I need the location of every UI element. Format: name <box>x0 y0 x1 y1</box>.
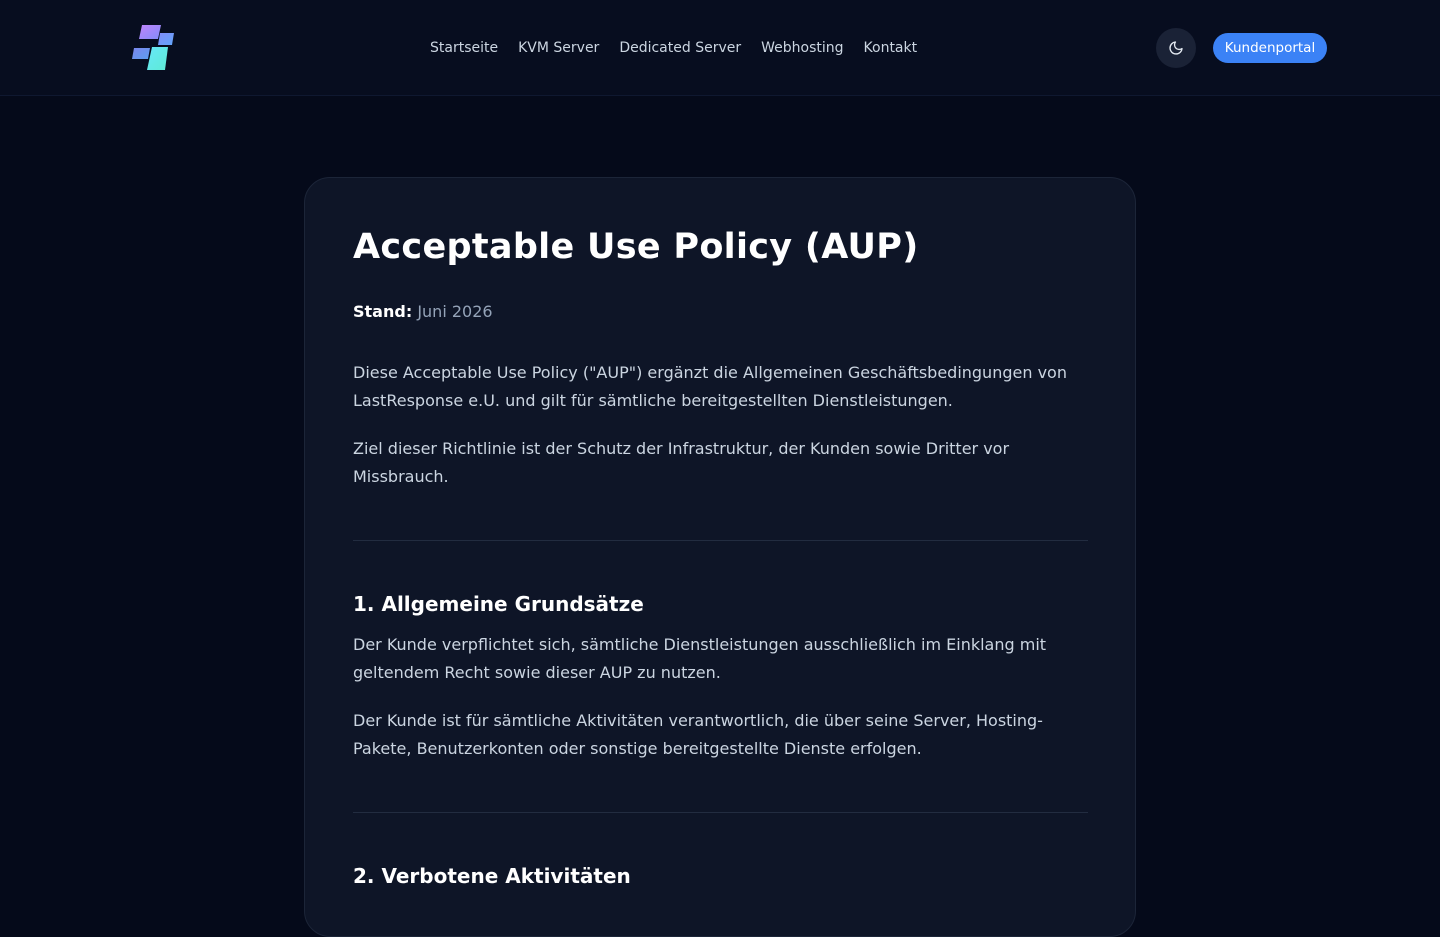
brand-logo-icon[interactable] <box>130 25 174 71</box>
moon-icon <box>1168 40 1184 56</box>
section-2-title: 2. Verbotene Aktivitäten <box>353 864 631 888</box>
theme-toggle-button[interactable] <box>1156 28 1196 68</box>
section-1-title: 1. Allgemeine Grundsätze <box>353 592 644 616</box>
section-divider <box>353 812 1088 813</box>
nav-startseite[interactable]: Startseite <box>430 40 499 56</box>
intro-paragraph-2: Ziel dieser Richtlinie ist der Schutz der Infrastruktur, der Kunden sowie Dritter vor Missbrauch. <box>353 439 1010 486</box>
section-divider <box>353 540 1088 541</box>
page-title: Acceptable Use Policy (AUP) <box>353 227 919 267</box>
intro-paragraph-1: Diese Acceptable Use Policy ("AUP") ergänzt die Allgemeinen Geschäftsbedingungen von LastResponse e.U. und gilt für sämtliche bereitgestellten Dienstleistungen. <box>353 363 1067 410</box>
stand-value: Juni 2026 <box>417 302 493 321</box>
top-navbar <box>0 0 1440 96</box>
kundenportal-button[interactable]: Kundenportal <box>1213 33 1327 63</box>
section-1-paragraph-1: Der Kunde verpflichtet sich, sämtliche Dienstleistungen ausschließlich im Einklang mit geltendem Recht sowie dieser AUP zu nutzen. <box>353 635 1047 682</box>
main-nav <box>420 0 927 96</box>
stand-label: Stand: <box>353 302 413 321</box>
stand-line <box>353 298 1087 326</box>
nav-webhosting[interactable]: Webhosting <box>761 40 844 56</box>
nav-kontakt[interactable]: Kontakt <box>863 40 918 56</box>
policy-card <box>304 177 1136 937</box>
section-1-paragraph-2: Der Kunde ist für sämtliche Aktivitäten verantwortlich, die über seine Server, Hosting-Pakete, Benutzerkonten oder sonstige bereitgestellte Dienste erfolgen. <box>353 711 1043 758</box>
nav-kvm-server[interactable]: KVM Server <box>518 40 600 56</box>
nav-dedicated-server[interactable]: Dedicated Server <box>619 40 742 56</box>
